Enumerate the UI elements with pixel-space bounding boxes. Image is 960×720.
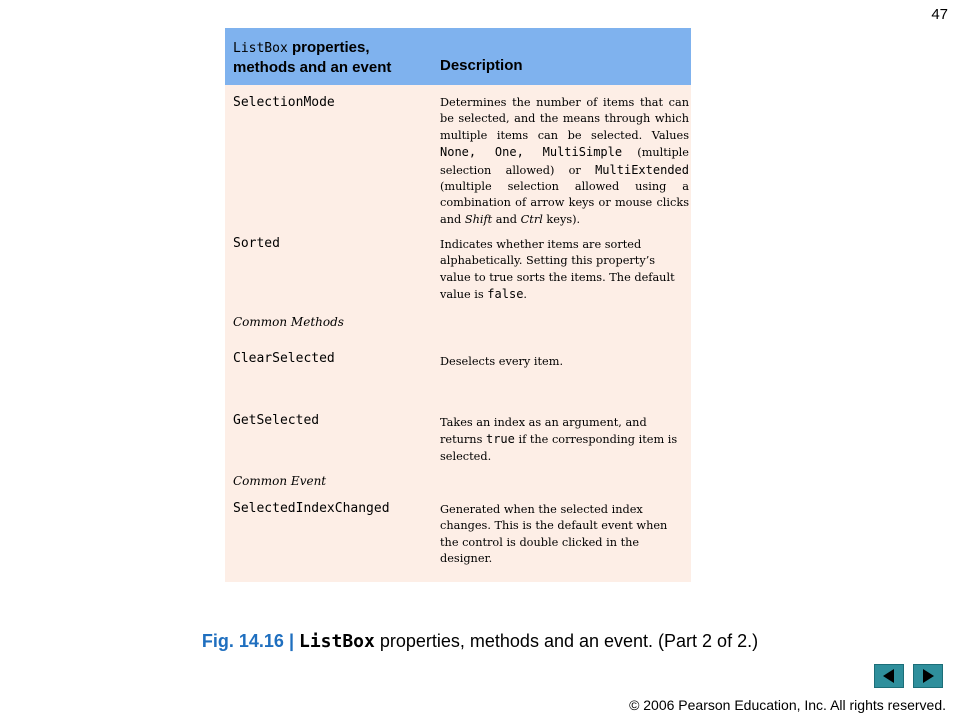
desc-key: Ctrl: [520, 212, 543, 226]
desc-text: keys).: [542, 212, 581, 226]
desc-text: if the corresponding item is selected.: [440, 433, 678, 463]
desc-text: Determines the number of items that can be selected, and the means through which multiple items can be selected. Values: [440, 96, 689, 142]
row-sorted-name: Sorted: [233, 236, 280, 251]
table-header: [225, 28, 691, 85]
row-sorted-description: [440, 237, 689, 304]
desc-key: Shift: [464, 212, 493, 226]
desc-code: true: [485, 432, 515, 447]
desc-code: None, One, MultiSimple: [440, 145, 623, 160]
triangle-left-icon: [875, 665, 903, 687]
properties-table: [225, 28, 691, 582]
desc-code: false: [487, 287, 524, 302]
caption-fig-number: Fig. 14.16: [201, 631, 284, 651]
desc-text: .: [523, 288, 528, 302]
caption-class-name: ListBox: [299, 631, 375, 652]
row-selectionmode-name: SelectionMode: [233, 95, 335, 110]
row-clearselected-name: ClearSelected: [233, 351, 335, 366]
row-getselected-description: [440, 415, 689, 465]
previous-slide-button[interactable]: [874, 664, 904, 688]
caption-separator: |: [283, 631, 299, 651]
figure-caption: [0, 631, 960, 652]
row-selectedindexchanged-name: SelectedIndexChanged: [233, 501, 390, 516]
row-selectionmode-description: [440, 95, 689, 228]
desc-text: and: [492, 212, 521, 226]
caption-text: properties, methods and an event. (Part 2 of 2.): [374, 631, 759, 651]
row-selectedindexchanged-description: Generated when the selected index changes. This is the default event when the control is double clicked in the designer.: [440, 503, 668, 566]
row-getselected-name: GetSelected: [233, 413, 320, 428]
header-description: Description: [440, 57, 523, 74]
header-listbox-code: ListBox: [233, 41, 288, 56]
next-slide-button[interactable]: [913, 664, 943, 688]
desc-text: Indicates whether items are sorted alphabetically. Setting this property’s value to true sorts the items. The default value is: [440, 238, 675, 302]
desc-code: MultiExtended: [595, 162, 689, 177]
section-common-event: Common Event: [233, 474, 327, 488]
copyright-notice: © 2006 Pearson Education, Inc. All rights reserved.: [629, 697, 946, 713]
header-left-line2: methods and an event: [233, 59, 392, 76]
desc-text: (multiple selection allowed) or: [440, 146, 689, 177]
page-number: 47: [931, 6, 948, 23]
desc-text: Takes an index as an argument, and returns: [440, 416, 647, 447]
header-left-line1: properties,: [287, 39, 370, 56]
section-common-methods: Common Methods: [233, 315, 344, 329]
header-left: [233, 38, 391, 77]
triangle-right-icon: [914, 665, 942, 687]
desc-text: (multiple selection allowed using a combination of arrow keys or mouse clicks and: [440, 180, 689, 226]
row-clearselected-description: Deselects every item.: [440, 355, 564, 368]
